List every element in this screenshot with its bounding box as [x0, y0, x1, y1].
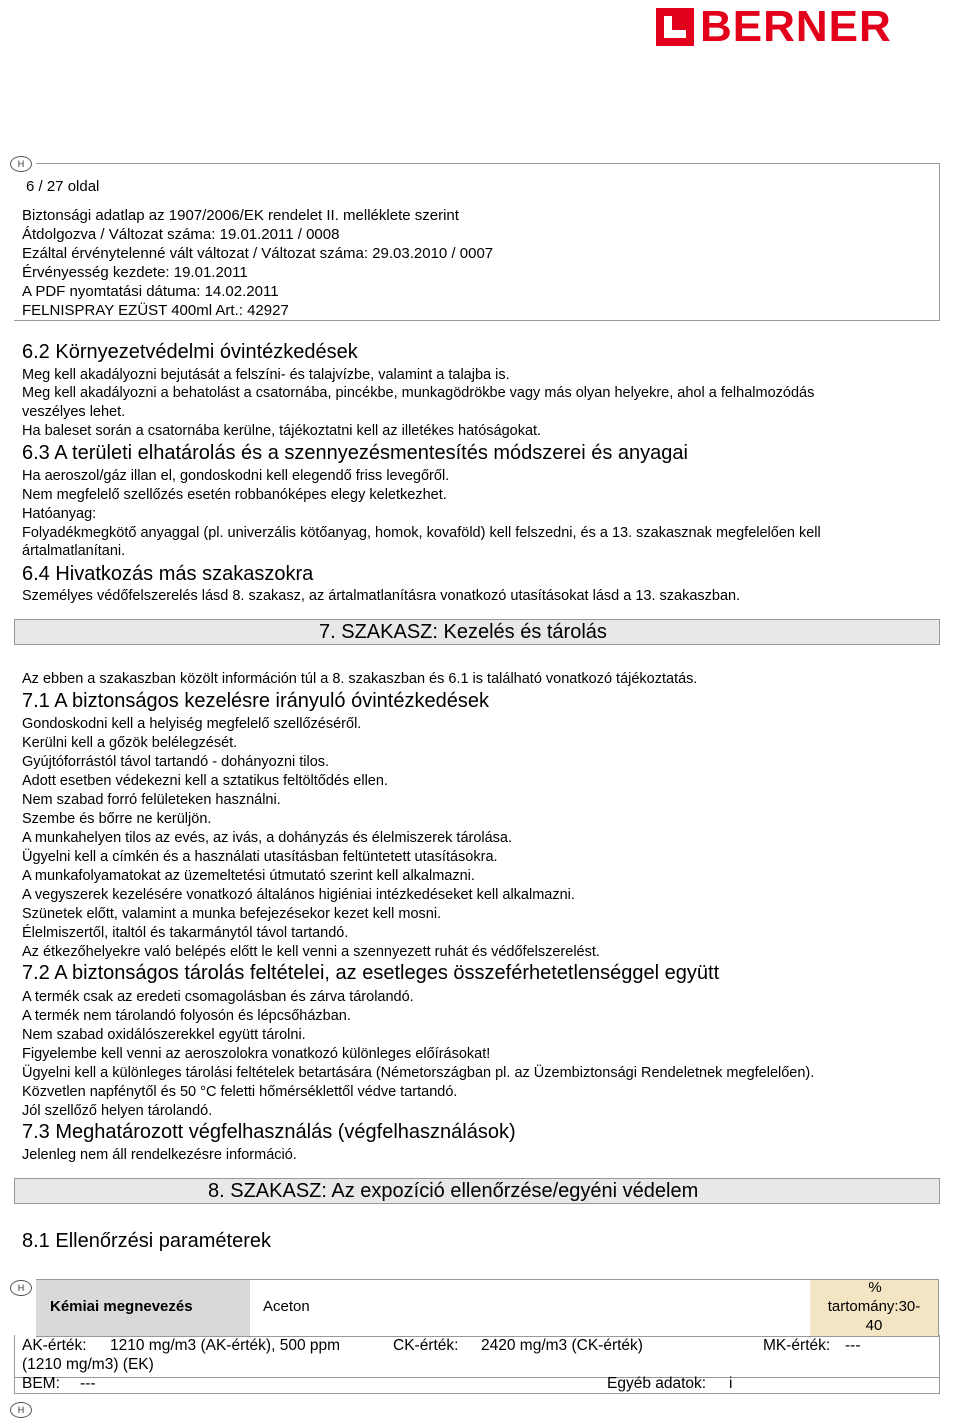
text-line: A termék nem tárolandó folyosón és lépcsőházban. [22, 1008, 351, 1024]
chemical-name-value: Aceton [263, 1298, 310, 1315]
percentage-range: % tartomány:30- 40 [827, 1279, 921, 1334]
text-line: Az étkezőhelyekre való belépés előtt le kell venni a szennyezett ruhát és védőfelszerelést. [22, 944, 600, 960]
section-bar-8 [14, 1178, 940, 1204]
text-line: A munkahelyen tilos az evés, az ivás, a dohányzás és élelmiszerek tárolása. [22, 830, 513, 846]
text-line: Ügyelni kell a címkén és a használati utasításban feltüntetett utasításokra. [22, 849, 498, 865]
text-line: Gondoskodni kell a helyiség megfelelő szellőzéséről. [22, 716, 362, 732]
berner-logo-mark [656, 8, 694, 46]
section-marker-icon: H [10, 1402, 32, 1418]
divider [939, 163, 940, 320]
text-line: veszélyes lehet. [22, 404, 126, 420]
text-line: Az ebben a szakaszban közölt információn túl a 8. szakaszban és 6.1 is található vonatkozó tájékoztatás. [22, 671, 698, 687]
section-bar-7 [14, 619, 940, 645]
table-row [14, 1377, 940, 1394]
text-line: Folyadékmegkötő anyaggal (pl. univerzális kötőanyag, homok, kovaföld) kell felszedni, és a 13. szakasznak megfelelően kell [22, 525, 821, 541]
text-line: Ha baleset során a csatornába kerülne, tájékoztatni kell az illetékes hatóságokat. [22, 423, 542, 439]
mk-value: --- [845, 1337, 861, 1354]
ak-value-cont: (1210 mg/m3) (EK) [22, 1356, 154, 1373]
text-line: A munkafolyamatokat az üzemeltetési útmutató szerint kell alkalmazni. [22, 868, 475, 884]
section-heading-7-3: 7.3 Meghatározott végfelhasználás (végfelhasználások) [22, 1121, 516, 1143]
text-line: Szembe és bőrre ne kerüljön. [22, 811, 212, 827]
text-line: Közvetlen napfénytől és 50 °C feletti hőmérséklettől védve tartandó. [22, 1084, 458, 1100]
table-value-cell [250, 1279, 810, 1337]
text-line: Ha aeroszol/gáz illan el, gondoskodni kell elegendő friss levegőről. [22, 468, 450, 484]
text-line: Kerülni kell a gőzök belélegzését. [22, 735, 238, 751]
text-line: Figyelembe kell venni az aeroszolokra vonatkozó különleges előírásokat! [22, 1046, 491, 1062]
header-line: Ezáltal érvénytelenné vált változat / Változat száma: 29.03.2010 / 0007 [22, 245, 494, 262]
text-line: Nem szabad oxidálószerekkel együtt tárolni. [22, 1027, 306, 1043]
text-line: Jól szellőző helyen tárolandó. [22, 1103, 213, 1119]
text-line: Jelenleg nem áll rendelkezésre információ. [22, 1147, 297, 1163]
text-line: A termék csak az eredeti csomagolásban és zárva tárolandó. [22, 989, 414, 1005]
bem-value: --- [80, 1375, 96, 1392]
text-line: Meg kell akadályozni bejutását a felszíni- és talajvízbe, valamint a talajba is. [22, 367, 510, 383]
text-line: Élelmiszertől, italtól és takarmánytól távol tartandó. [22, 925, 349, 941]
ak-label: AK-érték: [22, 1337, 87, 1354]
text-line: ártalmatlanítani. [22, 543, 126, 559]
text-line: Ügyelni kell a különleges tárolási feltételek betartására (Németországban pl. az Üzembiztonsági Rendeletnek megfelelően). [22, 1065, 815, 1081]
section-title-7: 7. SZAKASZ: Kezelés és tárolás [319, 621, 607, 643]
section-marker-icon: H [10, 1280, 32, 1296]
text-line: Személyes védőfelszerelés lásd 8. szakasz, az ártalmatlanításra vonatkozó utasításokat lásd a 13. szakaszban. [22, 588, 741, 604]
egyeb-label: Egyéb adatok: [607, 1375, 707, 1392]
section-title-8: 8. SZAKASZ: Az expozíció ellenőrzése/egyéni védelem [208, 1180, 699, 1202]
header-line: Biztonsági adatlap az 1907/2006/EK rendelet II. melléklete szerint [22, 207, 459, 224]
ak-value: 1210 mg/m3 (AK-érték), 500 ppm [110, 1337, 341, 1354]
section-heading-6-3: 6.3 A területi elhatárolás és a szennyezésmentesítés módszerei és anyagai [22, 442, 688, 464]
chemical-name-label: Kémiai megnevezés [50, 1298, 193, 1315]
section-heading-6-2: 6.2 Környezetvédelmi óvintézkedések [22, 341, 358, 363]
divider [36, 163, 940, 164]
header-line: Érvényesség kezdete: 19.01.2011 [22, 264, 248, 281]
text-line: Szünetek előtt, valamint a munka befejezésekor kezet kell mosni. [22, 906, 442, 922]
divider [14, 320, 940, 321]
text-line: Adott esetben védekezni kell a sztatikus feltöltődés ellen. [22, 773, 388, 789]
section-heading-7-2: 7.2 A biztonságos tárolás feltételei, az esetleges összeférhetetlenséggel együtt [22, 962, 720, 984]
mk-label: MK-érték: [763, 1337, 831, 1354]
header-line: Átdolgozva / Változat száma: 19.01.2011 / 0008 [22, 226, 340, 243]
section-marker-icon: H [10, 156, 32, 172]
product-name: FELNISPRAY EZÜST 400ml Art.: 42927 [22, 302, 289, 319]
berner-logo [656, 2, 956, 51]
ck-value: 2420 mg/m3 (CK-érték) [481, 1337, 643, 1354]
section-heading-6-4: 6.4 Hivatkozás más szakaszokra [22, 563, 314, 585]
text-line: Nem megfelelő szellőzés esetén robbanóképes elegy keletkezhet. [22, 487, 447, 503]
berner-logo-text: BERNER [700, 2, 892, 51]
text-line: Nem szabad forró felületeken használni. [22, 792, 281, 808]
ck-label: CK-érték: [393, 1337, 459, 1354]
egyeb-value: i [729, 1375, 733, 1392]
page-number: 6 / 27 oldal [26, 178, 100, 195]
bem-label: BEM: [22, 1375, 60, 1392]
section-heading-8-1: 8.1 Ellenőrzési paraméterek [22, 1230, 272, 1252]
text-line: Meg kell akadályozni a behatolást a csatornába, pincékbe, munkagödrökbe vagy más olyan helyekre, ahol a felhalmozódás [22, 385, 815, 401]
section-heading-7-1: 7.1 A biztonságos kezelésre irányuló óvintézkedések [22, 690, 489, 712]
text-line: Gyújtóforrástól távol tartandó - dohányozni tilos. [22, 754, 330, 770]
text-line: Hatóanyag: [22, 506, 97, 522]
header-line: A PDF nyomtatási dátuma: 14.02.2011 [22, 283, 279, 300]
text-line: A vegyszerek kezelésére vonatkozó általános higiéniai intézkedéseket kell alkalmazni. [22, 887, 575, 903]
